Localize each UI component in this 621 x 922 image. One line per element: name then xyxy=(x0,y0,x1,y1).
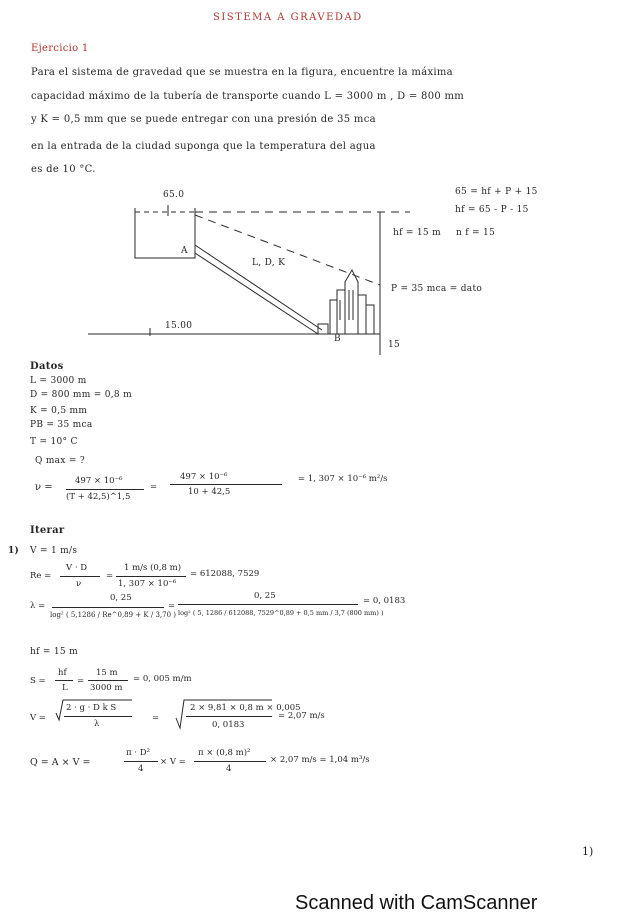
data-item: K = 0,5 mm xyxy=(30,406,88,416)
q-den-1: 4 xyxy=(138,764,144,774)
page-number: 1) xyxy=(582,845,594,858)
lambda-eq: = xyxy=(168,601,176,611)
energy-equation-1: 65 = hf + P + 15 xyxy=(455,187,538,197)
re-den-2: 1, 307 × 10⁻⁶ xyxy=(118,579,177,589)
s-den-2: 3000 m xyxy=(90,683,123,693)
v-result: = 2,07 m/s xyxy=(278,711,325,721)
v-num-2: 2 × 9,81 × 0,8 m × 0,005 xyxy=(190,703,301,713)
q-result: × 2,07 m/s = 1,04 m³/s xyxy=(270,755,370,765)
point-b-label: B xyxy=(334,334,341,344)
s-lhs: S = xyxy=(30,676,46,686)
q-num-2: π × (0,8 m)² xyxy=(198,748,251,758)
data-item: Q max = ? xyxy=(35,456,86,466)
pipe-label: L, D, K xyxy=(252,258,286,268)
v-num-1: 2 · g · D k S xyxy=(66,703,117,713)
lambda-lhs: λ = xyxy=(30,601,46,611)
iterate-heading: Iterar xyxy=(30,525,65,536)
fraction-bar xyxy=(52,607,164,608)
fraction-bar xyxy=(116,576,186,577)
fraction-bar xyxy=(66,489,144,490)
re-result: = 612088, 7529 xyxy=(190,569,260,579)
building-3 xyxy=(345,270,358,334)
data-heading: Datos xyxy=(30,361,64,372)
data-item: PB = 35 mca xyxy=(30,420,93,430)
fraction-bar xyxy=(60,576,100,577)
nf-label: n f = 15 xyxy=(456,228,496,238)
level-15-label: 15 xyxy=(388,340,401,350)
viscosity-num-1: 497 × 10⁻⁶ xyxy=(75,476,123,486)
building-2 xyxy=(337,290,345,334)
s-eq: = xyxy=(77,676,85,686)
fraction-bar xyxy=(178,604,358,605)
s-den-1: L xyxy=(62,683,68,693)
viscosity-eq: = xyxy=(150,482,158,492)
viscosity-num-2: 497 × 10⁻⁶ xyxy=(180,472,228,482)
step-number: 1) xyxy=(8,546,20,556)
v-lhs: V = xyxy=(30,713,46,723)
lambda-den-1: log² ( 5,1286 / Re^0,89 + K / 3,70 ) xyxy=(50,611,176,619)
re-lhs: Re = xyxy=(30,571,52,581)
re-eq: = xyxy=(106,571,114,581)
fraction-bar xyxy=(170,484,282,485)
statement-line-5: es de 10 °C. xyxy=(31,164,96,175)
exercise-heading: Ejercicio 1 xyxy=(31,43,89,54)
q-lhs: Q = A × V = xyxy=(30,757,91,768)
valve-box xyxy=(318,324,328,334)
statement-line-1: Para el sistema de gravedad que se muestra en la figura, encuentre la máxima xyxy=(31,67,453,78)
re-num-2: 1 m/s (0,8 m) xyxy=(124,563,182,573)
pressure-label: P = 35 mca = dato xyxy=(391,284,483,294)
fraction-bar xyxy=(194,761,266,762)
page-title: SISTEMA A GRAVEDAD xyxy=(213,12,363,23)
energy-equation-2: hf = 65 - P - 15 xyxy=(455,205,529,215)
s-num-2: 15 m xyxy=(96,668,118,678)
data-item: D = 800 mm = 0,8 m xyxy=(30,390,132,400)
v-den-1: λ xyxy=(94,719,100,729)
viscosity-den-1: (T + 42,5)^1,5 xyxy=(66,492,131,502)
q-num-1: π · D² xyxy=(126,748,150,758)
viscosity-result: = 1, 307 × 10⁻⁶ m²/s xyxy=(298,474,388,484)
point-a-label: A xyxy=(181,246,188,256)
camscanner-footer: Scanned with CamScanner xyxy=(295,892,538,914)
statement-line-3: y K = 0,5 mm que se puede entregar con una presión de 35 mca xyxy=(31,114,376,125)
q-den-2: 4 xyxy=(226,764,232,774)
lambda-num-1: 0, 25 xyxy=(110,593,132,603)
hf-label: hf = 15 m xyxy=(393,228,441,238)
statement-line-4: en la entrada de la ciudad suponga que la temperatura del agua xyxy=(31,141,376,152)
lambda-den-2: log² ( 5, 1286 / 612088, 7529^0,89 + 0,5 mm / 3,7 (800 mm) ) xyxy=(178,609,384,617)
re-den-1: ν xyxy=(76,579,82,589)
lambda-num-2: 0, 25 xyxy=(254,591,276,601)
fraction-bar xyxy=(88,680,128,681)
re-num-1: V · D xyxy=(66,563,88,573)
data-item: T = 10° C xyxy=(30,437,78,447)
s-result: = 0, 005 m/m xyxy=(133,674,192,684)
v-eq: = xyxy=(152,713,160,723)
tank-level-label: 65.0 xyxy=(163,190,185,200)
lambda-result: = 0, 0183 xyxy=(363,596,406,606)
initial-velocity: V = 1 m/s xyxy=(30,546,78,556)
building-4 xyxy=(358,295,366,334)
fraction-bar xyxy=(64,716,132,717)
s-num-1: hf xyxy=(58,668,67,678)
datum-label: 15.00 xyxy=(165,321,193,331)
v-den-2: 0, 0183 xyxy=(212,720,245,730)
hf-value: hf = 15 m xyxy=(30,647,78,657)
viscosity-den-2: 10 + 42,5 xyxy=(188,487,231,497)
fraction-bar xyxy=(124,761,158,762)
fraction-bar xyxy=(55,680,73,681)
grade-line xyxy=(195,215,380,285)
viscosity-lhs: ν = xyxy=(35,482,53,493)
fraction-bar xyxy=(186,716,272,717)
building-5 xyxy=(366,305,374,334)
q-mid: × V = xyxy=(160,757,186,767)
statement-line-2: capacidad máximo de la tubería de transporte cuando L = 3000 m , D = 800 mm xyxy=(31,91,465,102)
building-1 xyxy=(330,300,337,334)
data-item: L = 3000 m xyxy=(30,376,87,386)
